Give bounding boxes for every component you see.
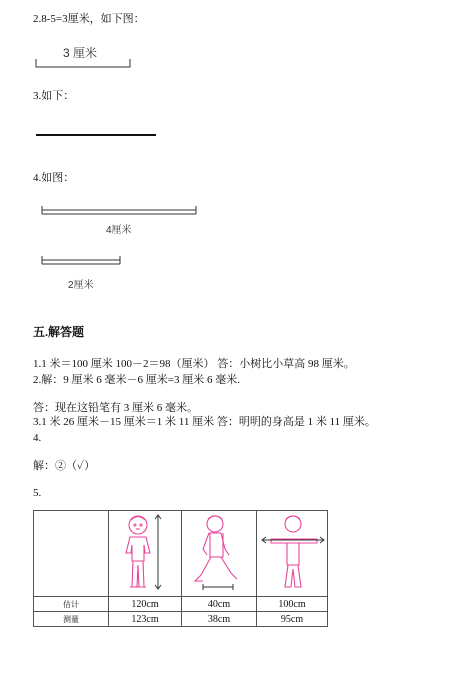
measure-value-walking: 38cm xyxy=(182,612,257,627)
table-row-pictures xyxy=(34,511,328,597)
solution-4: 解：②（✓） xyxy=(33,460,96,472)
estimate-value-walking: 40cm xyxy=(182,597,257,612)
answer-3-text: 3.如下： xyxy=(33,90,75,102)
segment-2cm-label: 2厘米 xyxy=(68,280,94,291)
standing-child-figure xyxy=(110,511,180,593)
measure-value-armspan: 95cm xyxy=(257,612,328,627)
estimate-value-standing: 120cm xyxy=(109,597,182,612)
segment-2cm-bracket xyxy=(40,254,124,270)
measure-row-label: 测量 xyxy=(34,612,109,627)
estimate-value-armspan: 100cm xyxy=(257,597,328,612)
measure-value-standing: 123cm xyxy=(109,612,182,627)
figure-walking-cell xyxy=(182,511,257,597)
answer-4-text: 4.如图： xyxy=(33,172,75,184)
armspan-child-figure xyxy=(257,511,327,593)
estimate-row-label: 估计 xyxy=(34,597,109,612)
table-row-measure xyxy=(34,612,328,627)
figure-standing-cell xyxy=(109,511,182,597)
section-title: 五.解答题 xyxy=(33,325,85,339)
segment-3cm-label: 3 厘米 xyxy=(63,46,98,60)
solution-4-number: 4. xyxy=(33,432,42,444)
corner-mark-bottom-left xyxy=(6,664,14,672)
solution-1: 1.1 米＝100 厘米 100－2＝98（厘米） 答：小树比小草高 98 厘米。 xyxy=(33,358,355,370)
solution-3: 3.1 米 26 厘米－15 厘米＝1 米 11 厘米 答：明明的身高是 1 米 11 厘米。 xyxy=(33,416,376,428)
corner-mark-top-left xyxy=(6,0,14,8)
drawn-line-segment xyxy=(36,134,156,136)
table-row-estimate xyxy=(34,597,328,612)
segment-4cm-bracket xyxy=(40,204,200,220)
segment-4cm-label: 4厘米 xyxy=(106,225,132,236)
walking-child-figure xyxy=(183,511,255,593)
solution-5-number: 5. xyxy=(33,487,42,499)
empty-header-cell xyxy=(34,511,109,597)
solution-2: 2.解：9 厘米 6 毫米－6 厘米=3 厘米 6 毫米. xyxy=(33,374,240,386)
solution-2-answer: 答：现在这铅笔有 3 厘米 6 毫米。 xyxy=(33,402,198,414)
measurement-table xyxy=(33,510,328,627)
answer-2-text: 2.8-5=3厘米，如下图： xyxy=(33,13,145,25)
figure-armspan-cell xyxy=(257,511,328,597)
